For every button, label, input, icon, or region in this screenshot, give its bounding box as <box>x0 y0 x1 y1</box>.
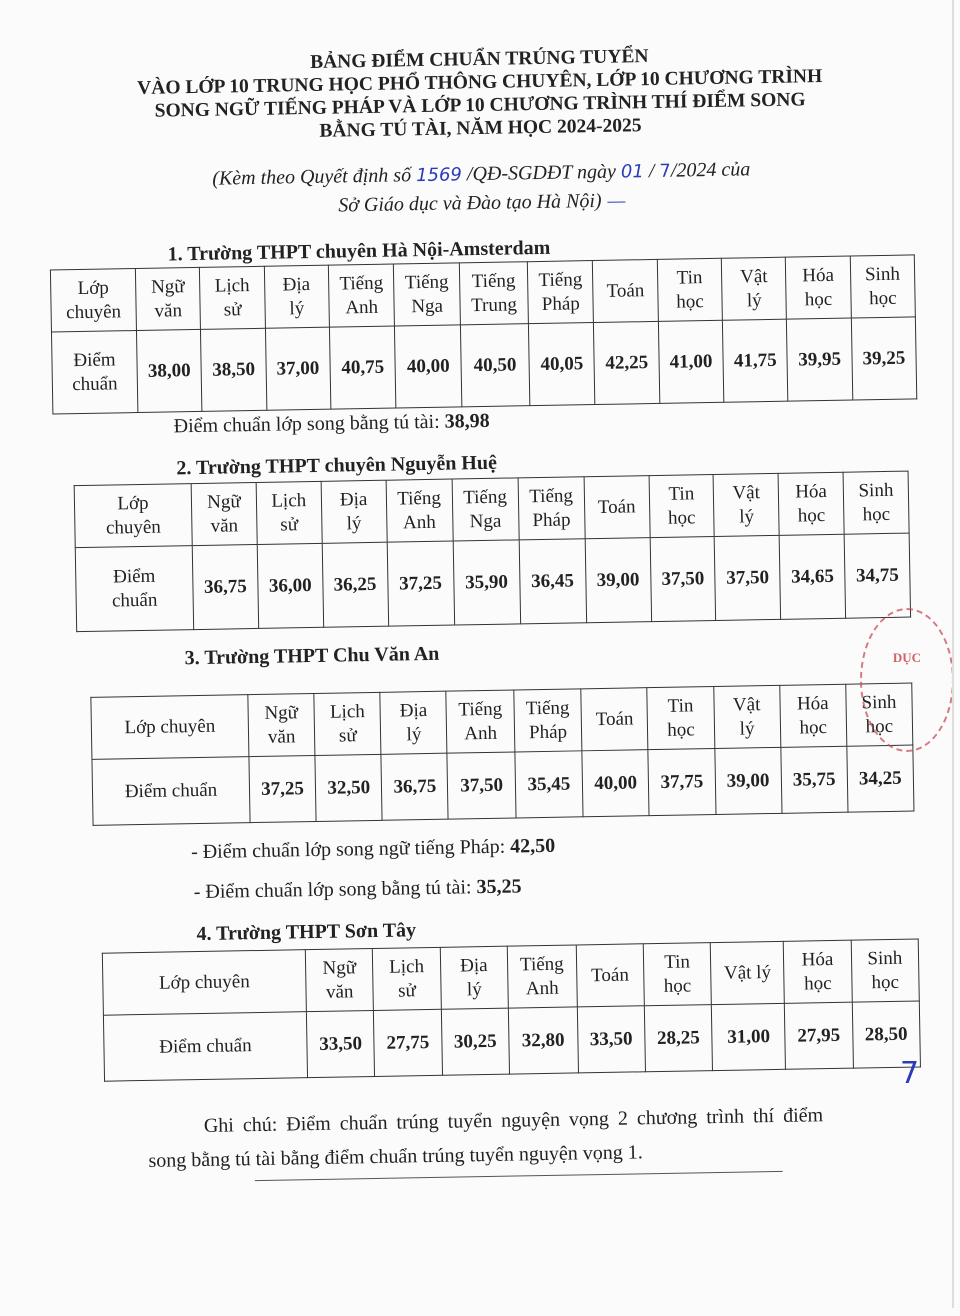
stamp-text: DỤC <box>892 650 922 665</box>
cutoff-score: 41,00 <box>658 320 724 403</box>
subject-header: Lịch sử <box>200 266 265 329</box>
cutoff-score: 38,50 <box>201 328 267 411</box>
cutoff-score: 36,45 <box>519 539 586 624</box>
cutoff-score: 40,05 <box>528 323 595 406</box>
subject-header: Toán <box>584 476 650 539</box>
footnote-line: Ghi chú: Điểm chuẩn trúng tuyển nguyện vọng 2 chương trình thí điểm <box>203 1104 824 1137</box>
subject-header: Lịch sử <box>373 947 441 1010</box>
subject-header: Ngữ văn <box>305 949 373 1012</box>
decision-number: 1569 <box>415 164 463 187</box>
ref-text: (Kèm theo Quyết định số <box>212 164 417 190</box>
note-value: 38,98 <box>444 409 490 433</box>
subject-header: Hóa học <box>779 684 846 747</box>
cutoff-score: 30,25 <box>441 1008 509 1075</box>
cutoff-score: 27,95 <box>785 1002 853 1069</box>
row-label: Điểm chuẩn <box>51 331 137 414</box>
cutoff-score: 37,75 <box>648 749 715 816</box>
cutoff-score: 37,00 <box>265 327 331 410</box>
title-line: BẢNG ĐIỂM CHUẨN TRÚNG TUYỂN <box>309 46 649 73</box>
cutoff-score: 41,75 <box>722 319 788 402</box>
note-value: 42,50 <box>509 834 556 858</box>
row-label: Lớp chuyên <box>102 950 306 1016</box>
subject-header: Tiếng Pháp <box>527 261 594 324</box>
cutoff-score: 35,45 <box>515 751 584 818</box>
subject-header: Vật lý <box>710 941 784 1004</box>
cutoff-note <box>173 410 489 439</box>
section-heading: 3. Trường THPT Chu Văn An <box>184 642 440 670</box>
note-label: - Điểm chuẩn lớp song ngữ tiếng Pháp: <box>190 835 511 864</box>
subject-header: Địa lý <box>321 480 387 543</box>
subject-header: Sinh học <box>850 255 915 318</box>
subject-header: Tiếng Pháp <box>514 689 582 752</box>
cutoff-score: 27,75 <box>374 1009 442 1076</box>
subject-header: Ngữ văn <box>248 693 315 756</box>
cutoff-score: 36,75 <box>192 544 258 629</box>
cutoff-note <box>194 875 522 904</box>
row-label: Điểm chuẩn <box>92 757 250 826</box>
handwritten-page-mark: 7 <box>900 1056 920 1091</box>
subject-header: Lịch sử <box>256 481 322 544</box>
note-label: - Điểm chuẩn lớp song bằng tú tài: <box>193 876 477 904</box>
cutoff-score: 33,50 <box>306 1010 374 1077</box>
cutoff-score: 40,75 <box>329 326 396 409</box>
scrollbar[interactable] <box>952 0 954 1308</box>
subject-header: Sinh học <box>843 471 909 534</box>
cutoff-score: 37,25 <box>249 755 316 822</box>
subject-header: Lịch sử <box>314 692 381 755</box>
subject-header: Sinh học <box>846 683 913 746</box>
cutoff-table <box>90 683 914 826</box>
subject-header: Tin học <box>647 687 714 750</box>
title-line: BẰNG TÚ TÀI, NĂM HỌC 2024-2025 <box>319 115 642 142</box>
decision-day: 01 <box>620 161 645 183</box>
cutoff-score: 35,75 <box>780 746 847 813</box>
subject-header: Địa lý <box>264 265 329 328</box>
cutoff-score: 39,00 <box>585 538 651 623</box>
note-label: Điểm chuẩn lớp song bằng tú tài: <box>173 410 445 438</box>
subject-header: Ngữ văn <box>135 267 200 330</box>
cutoff-score: 28,25 <box>644 1005 712 1072</box>
decision-reference <box>81 153 882 225</box>
section-heading: 1. Trường THPT chuyên Hà Nội-Amsterdam <box>167 236 551 266</box>
ref-text: /2024 của <box>670 158 751 182</box>
decision-month: 7 <box>659 160 672 182</box>
cutoff-score: 36,25 <box>322 542 388 627</box>
subject-header: Ngữ văn <box>191 482 257 545</box>
ref-text: /QĐ-SGDĐT ngày <box>461 160 622 186</box>
official-stamp <box>860 608 954 752</box>
row-label: Điểm chuẩn <box>103 1012 307 1082</box>
cutoff-score: 36,75 <box>381 753 448 820</box>
score-row <box>75 533 910 632</box>
subject-header: Địa lý <box>380 691 447 754</box>
ref-text: Sở Giáo dục và Đào tạo Hà Nội) <box>338 189 602 217</box>
divider-line <box>255 1171 783 1181</box>
title-line: SONG NGỮ TIẾNG PHÁP VÀ LỚP 10 CHƯƠNG TRÌNH THÍ ĐIỂM SONG <box>154 89 806 122</box>
score-row <box>51 317 916 414</box>
subject-header: Tiếng Pháp <box>518 477 585 540</box>
subject-header: Hóa học <box>783 940 851 1003</box>
subject-header: Sinh học <box>851 939 919 1002</box>
row-label: Lớp chuyên <box>50 269 136 332</box>
cutoff-score: 34,25 <box>847 745 914 812</box>
cutoff-note <box>191 835 556 864</box>
subject-header: Tiếng Anh <box>507 945 577 1008</box>
cutoff-score: 33,50 <box>577 1006 645 1073</box>
subject-header: Tin học <box>649 474 715 537</box>
note-value: 35,25 <box>476 875 522 899</box>
section-heading: 4. Trường THPT Sơn Tây <box>196 919 417 946</box>
cutoff-score: 36,00 <box>257 543 323 628</box>
row-label: Điểm chuẩn <box>75 546 193 632</box>
subject-header: Tiếng Nga <box>452 478 519 541</box>
subject-header: Tiếng Anh <box>446 690 514 753</box>
subject-header: Toán <box>576 944 644 1007</box>
cutoff-score: 32,50 <box>315 754 382 821</box>
cutoff-score: 40,50 <box>460 324 530 407</box>
document-title <box>79 41 880 147</box>
subject-header: Toán <box>581 688 648 751</box>
subject-header: Vật lý <box>721 257 786 320</box>
title-line: VÀO LỚP 10 TRUNG HỌC PHỔ THÔNG CHUYÊN, LỚP 10 CHƯƠNG TRÌNH <box>137 66 823 99</box>
subject-header: Hóa học <box>786 256 851 319</box>
cutoff-score: 39,00 <box>714 747 781 814</box>
cutoff-score: 37,50 <box>447 752 516 819</box>
cutoff-score: 34,75 <box>844 533 910 618</box>
score-row <box>103 1001 920 1081</box>
row-label: Lớp chuyên <box>91 695 249 760</box>
cutoff-table <box>50 254 917 414</box>
signature-initials: ⎯⎯ <box>601 190 626 212</box>
subject-header: Tin học <box>643 943 711 1006</box>
subject-header: Địa lý <box>440 946 508 1009</box>
cutoff-score: 42,25 <box>594 321 660 404</box>
cutoff-score: 39,95 <box>787 318 853 401</box>
subject-header: Vật lý <box>713 473 779 536</box>
subject-header: Tiếng Anh <box>328 264 395 327</box>
cutoff-score: 32,80 <box>508 1007 578 1074</box>
cutoff-score: 37,25 <box>387 541 454 626</box>
cutoff-score: 31,00 <box>712 1003 786 1070</box>
cutoff-score: 40,00 <box>582 750 649 817</box>
ref-text: / <box>643 159 660 183</box>
cutoff-table <box>102 938 921 1081</box>
cutoff-score: 37,50 <box>650 536 716 621</box>
subject-header: Toán <box>593 259 658 322</box>
row-label: Lớp chuyên <box>74 484 192 548</box>
cutoff-score: 40,00 <box>395 325 462 408</box>
subject-header: Hóa học <box>778 472 844 535</box>
subject-header: Tiếng Nga <box>394 263 461 326</box>
section-heading: 2. Trường THPT chuyên Nguyễn Huệ <box>176 451 498 480</box>
footnote-line: song bằng tú tài bằng điểm chuẩn trúng tuyển nguyện vọng 1. <box>148 1141 643 1172</box>
cutoff-score: 39,25 <box>851 317 917 400</box>
subject-header: Tiếng Anh <box>386 479 453 542</box>
subject-header: Vật lý <box>713 685 780 748</box>
subject-header: Tiếng Trung <box>459 262 528 325</box>
cutoff-score: 28,50 <box>852 1001 921 1068</box>
cutoff-score: 37,50 <box>715 535 781 620</box>
score-row <box>92 745 914 825</box>
cutoff-score: 34,65 <box>779 534 845 619</box>
cutoff-score: 35,90 <box>453 540 520 625</box>
cutoff-table <box>74 471 911 633</box>
cutoff-score: 38,00 <box>136 329 202 412</box>
subject-header: Tin học <box>657 258 722 321</box>
